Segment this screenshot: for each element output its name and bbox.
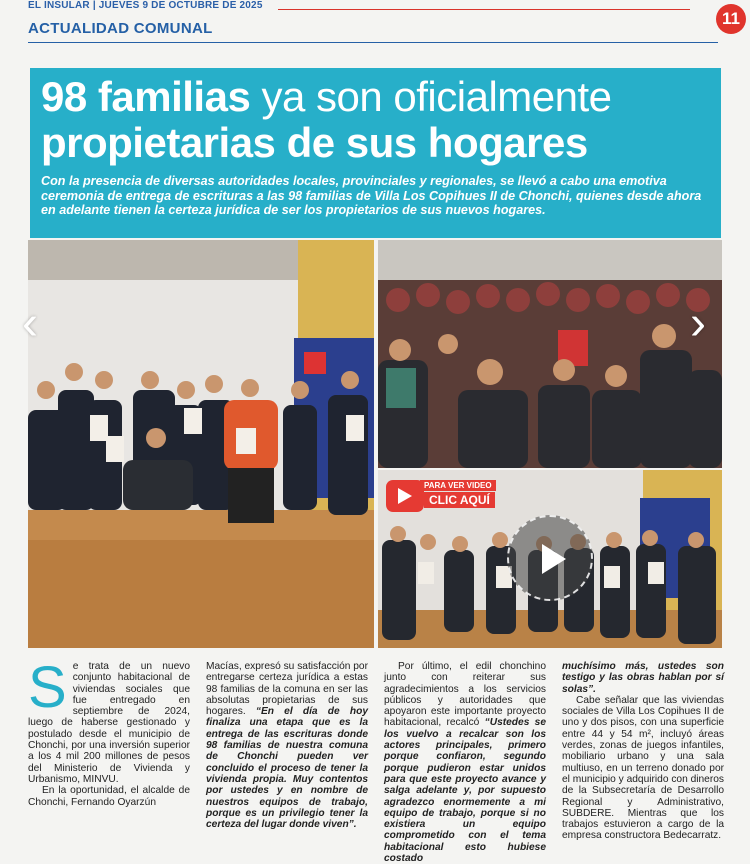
body-paragraph [28,655,190,785]
youtube-icon [386,480,424,512]
publication-name: EL INSULAR [28,0,90,11]
photo-audience-image [378,240,722,468]
photo-group-stage-image [28,240,374,648]
drop-cap: S [28,655,67,720]
body-text: Por último, el edil chonchino junto con reiterar sus agradecimientos a los servicios públicos y autoridades que apoyaron este importante proyecto habitacional, recalcó [384,661,546,729]
body-paragraph: En la oportunidad, el alcalde de Chonchi, Fernando Oyarzún [28,785,190,808]
masthead-rule [278,9,690,10]
body-paragraph: Cabe señalar que las viviendas sociales de Villa Los Copihues II de uno y dos pisos, con una superficie entre 44 y 54 m², incluyó áreas verdes, zonas de juegos infantiles, mobiliario urbano y una sala multiuso, en un terreno donado por el municipio y adquirido con dineros de la Subsecretaría de Desarrollo Regional y Administrativo, SUBDERE. Mientras que los trabajos estuvieron a cargo de la empresa constructora Bedecarratz. [562,694,724,842]
gallery-next-arrow-icon[interactable]: › [690,297,706,350]
body-quote: muchísimo más, ustedes son testigo y las obras hablan por sí solas”. [562,661,724,695]
play-button[interactable] [507,515,593,601]
section-rule [28,42,718,43]
body-quote: “Ustedes se los vuelvo a recalcar son los actores principales, primero porque confiaron, segundo porque pudieron estar unidos para que este proyecto avance y salga adelante y, por supuesto agradezco enormemente a mi equipo de trabajo, porque si no existiera un equipo comprometido con el tema habitacional esto hubiese costado [384,717,546,864]
gallery-prev-arrow-icon[interactable]: ‹ [22,297,38,350]
video-badge-bottom: CLIC AQUÍ [424,492,495,508]
video-badge-top: PARA VER VIDEO [420,480,496,491]
body-text: Macías, expresó su satisfacción por entregarse certeza jurídica a estas 98 familias de la comuna en ser las absolutas propietarias de sus hogares. [206,661,368,718]
headline-line-1 [41,74,612,120]
headline-line-2: propietarias de sus hogares [41,119,588,166]
body-paragraph [384,661,546,864]
article-body [28,655,724,864]
headline-bold-part: 98 familias [41,73,251,120]
body-text: e trata de un nuevo conjunto habitacional de viviendas sociales que fue entregado en septiembre de 2024, luego de haberse gestionado y postulado desde el municipio de Chonchi, por una inversión superior a los 4 mil 200 millones de pesos del Ministerio de Vivienda y Urbanismo, MINVU. [28,661,190,785]
video-link-badge[interactable] [386,478,492,516]
body-column-2 [206,661,368,830]
headline-thin-part: ya son oficialmente [250,73,612,120]
headline-box [30,68,721,238]
body-quote: “En el día de hoy finaliza una etapa que es la entrega de las escrituras donde 98 familias de nuestra comuna de Chonchi pueden ver concluido el proceso de tener la vivienda propia. Muy contentos por ustedes y en nombre de nuestros equipos de trabajo, porque es un privilegio tener la certeza del lugar donde viven”. [206,706,368,831]
page-number-badge: 11 [716,4,746,34]
masthead-separator: | [92,0,96,11]
body-column-4 [562,661,724,842]
play-icon [542,544,566,574]
youtube-play-shape [398,488,412,504]
body-column-3 [384,661,546,864]
section-title: ACTUALIDAD COMUNAL [28,20,213,37]
publication-date: JUEVES 9 DE OCTUBRE DE 2025 [98,0,263,11]
article-lead: Con la presencia de diversas autoridades locales, provinciales y regionales, se llevó a cabo una emotiva ceremonia de entrega de escrituras a las 98 familias de Villa Los Copihues II de Chonchi, quienes desde ahora en adelante tienen la certeza jurídica de ser los propietarios de sus nuevos hogares. [41,174,702,217]
photo-audience[interactable] [378,240,722,468]
body-column-1 [28,655,190,808]
photo-group-stage[interactable] [28,240,374,648]
masthead-bar [28,0,728,18]
body-paragraph [206,661,368,830]
